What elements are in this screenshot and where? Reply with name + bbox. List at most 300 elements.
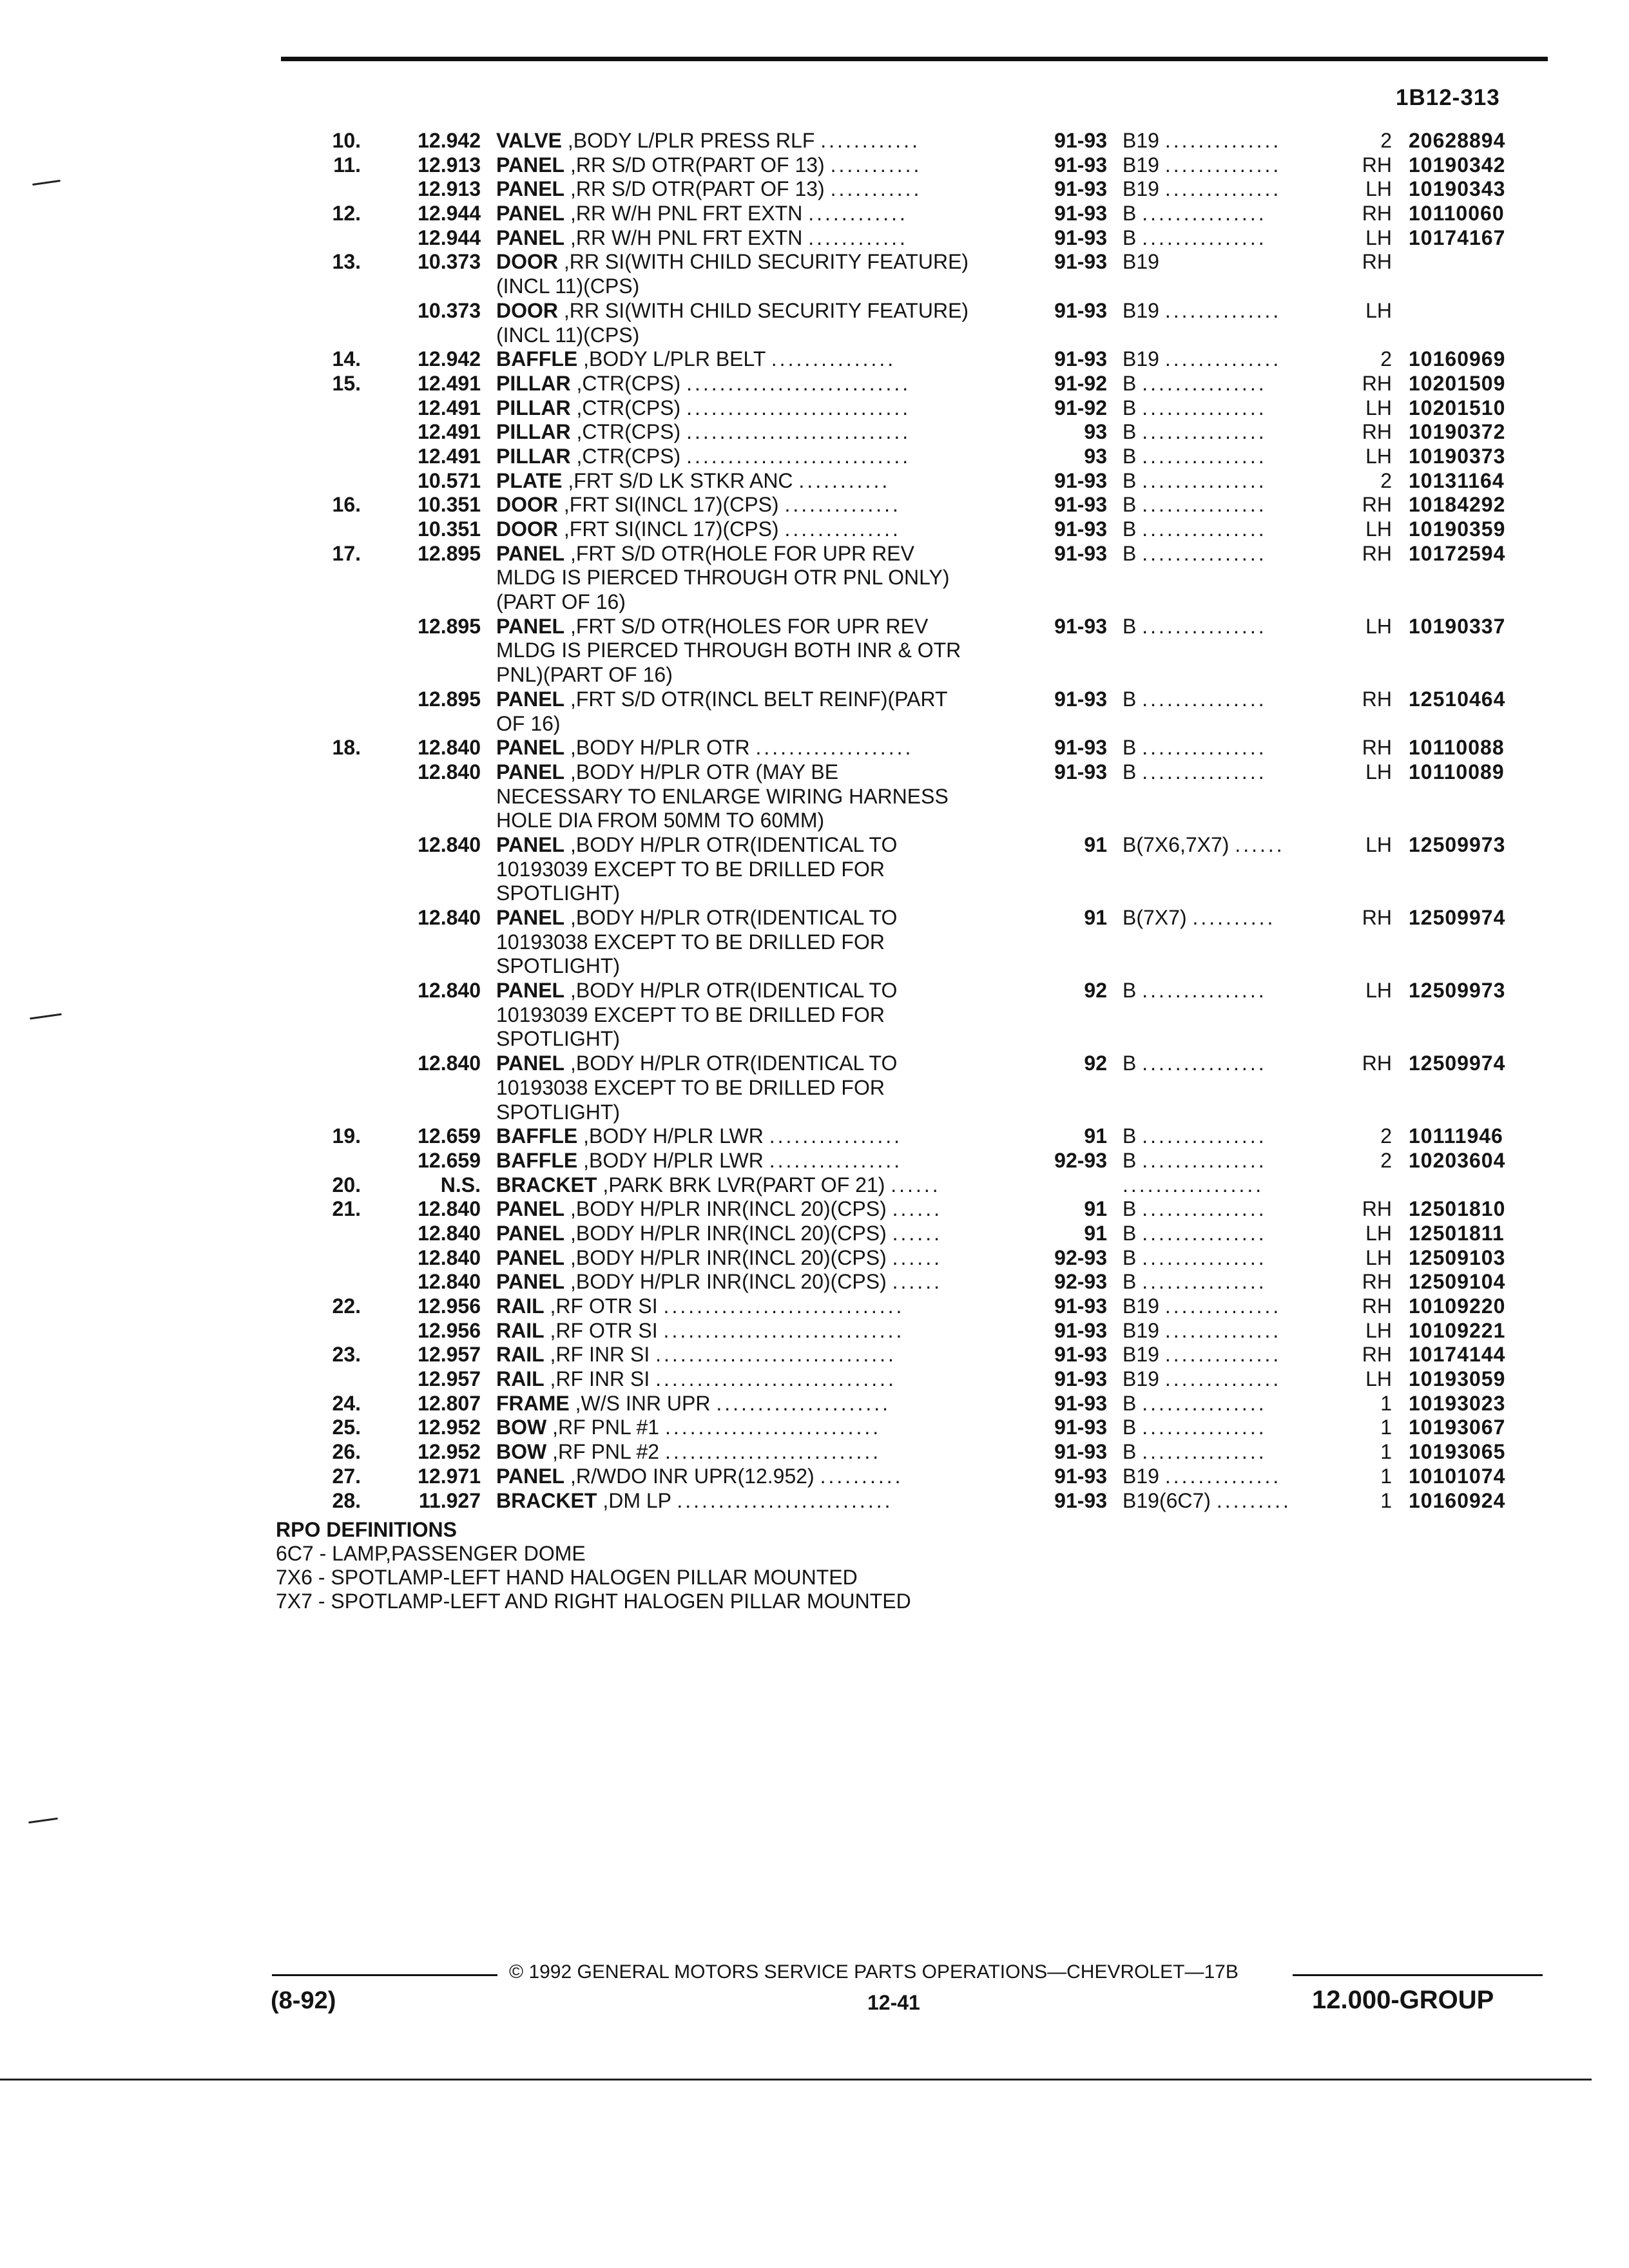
model-years: 91-93 bbox=[1054, 1367, 1107, 1391]
quantity: 2 bbox=[1380, 1124, 1392, 1148]
part-detail: ,FRT SI(INCL 17)(CPS) bbox=[558, 517, 779, 541]
parts-list bbox=[0, 129, 1629, 1513]
table-row bbox=[0, 1465, 1629, 1489]
leader-dots: ......... bbox=[1216, 1488, 1291, 1512]
description bbox=[496, 226, 1025, 251]
header-rule bbox=[281, 57, 1548, 61]
item-number: 12. bbox=[332, 202, 361, 226]
item-number: 17. bbox=[332, 541, 361, 565]
part-number: 12509973 bbox=[1409, 832, 1506, 856]
description bbox=[496, 687, 1025, 712]
item-number: 11. bbox=[333, 153, 361, 177]
quantity: LH bbox=[1365, 1367, 1392, 1391]
part-name: DOOR bbox=[496, 298, 558, 322]
model-years: 91-93 bbox=[1054, 250, 1107, 274]
quantity: 1 bbox=[1380, 1391, 1392, 1415]
leader-dots: .............. bbox=[1164, 1343, 1282, 1367]
table-row bbox=[0, 639, 1629, 663]
table-row bbox=[0, 809, 1629, 833]
rpo-code bbox=[1123, 1343, 1335, 1367]
table-row bbox=[0, 420, 1629, 445]
group-number-cell: 12.840 bbox=[418, 1221, 481, 1245]
rpo-code bbox=[1123, 760, 1335, 785]
quantity: LH bbox=[1365, 517, 1392, 541]
part-name: PANEL bbox=[496, 979, 565, 1003]
leader-dots: ............ bbox=[820, 129, 920, 152]
quantity: RH bbox=[1362, 371, 1392, 395]
description bbox=[496, 663, 1025, 687]
quantity: RH bbox=[1362, 202, 1392, 226]
model-years: 91-93 bbox=[1054, 226, 1107, 249]
quantity: LH bbox=[1365, 760, 1392, 783]
part-detail: OF 16) bbox=[496, 711, 561, 735]
rpo-code bbox=[1123, 1197, 1335, 1222]
description bbox=[496, 1173, 1025, 1198]
part-number: 12509973 bbox=[1409, 979, 1506, 1003]
leader-dots: ........... bbox=[830, 153, 922, 177]
group-number-cell: 10.373 bbox=[418, 298, 481, 322]
rpo-value: B bbox=[1123, 687, 1137, 711]
part-number: 10160969 bbox=[1409, 347, 1506, 371]
part-name: PILLAR bbox=[496, 444, 571, 468]
leader-dots: ............... bbox=[771, 347, 896, 371]
part-detail: ,DM LP bbox=[597, 1488, 671, 1512]
item-number: 26. bbox=[332, 1440, 361, 1464]
part-number: 10193067 bbox=[1409, 1416, 1506, 1439]
copyright: © 1992 GENERAL MOTORS SERVICE PARTS OPERATIONS—CHEVROLET—17B bbox=[509, 1961, 1239, 1983]
leader-dots: ................ bbox=[769, 1124, 902, 1148]
part-name: BRACKET bbox=[496, 1173, 597, 1196]
group-number-cell: 12.895 bbox=[418, 687, 481, 711]
description bbox=[496, 1197, 1025, 1222]
model-years: 91-93 bbox=[1054, 760, 1107, 783]
group-number-cell: 12.840 bbox=[418, 736, 481, 760]
margin-mark bbox=[28, 1818, 58, 1823]
part-name: RAIL bbox=[496, 1318, 545, 1342]
part-number: 12510464 bbox=[1409, 687, 1506, 711]
quantity: 1 bbox=[1380, 1488, 1392, 1512]
model-years: 91-93 bbox=[1054, 468, 1107, 492]
rpo-value: B19 bbox=[1123, 129, 1159, 152]
part-detail: ,R/WDO INR UPR(12.952) bbox=[564, 1464, 815, 1488]
description bbox=[496, 129, 1025, 153]
rpo-code bbox=[1123, 1052, 1335, 1076]
group-number-cell: N.S. bbox=[440, 1173, 481, 1196]
part-number: 12509974 bbox=[1409, 906, 1506, 929]
rpo-value: B bbox=[1123, 979, 1137, 1003]
quantity: RH bbox=[1362, 250, 1392, 274]
rpo-value: B bbox=[1123, 444, 1137, 468]
quantity: LH bbox=[1365, 444, 1392, 468]
part-name: PANEL bbox=[496, 760, 565, 783]
part-name: DOOR bbox=[496, 250, 558, 274]
leader-dots: ............... bbox=[1142, 1148, 1267, 1172]
model-years: 92 bbox=[1084, 979, 1107, 1003]
description bbox=[496, 833, 1025, 858]
part-name: RAIL bbox=[496, 1343, 545, 1367]
description bbox=[496, 1270, 1025, 1294]
leader-dots: ............ bbox=[808, 202, 908, 226]
rpo-code bbox=[1123, 250, 1335, 274]
part-detail: ,BODY H/PLR LWR bbox=[577, 1148, 764, 1172]
table-row bbox=[0, 590, 1629, 615]
leader-dots: ............... bbox=[1142, 541, 1267, 565]
leader-dots: .............. bbox=[784, 517, 901, 541]
table-row bbox=[0, 1270, 1629, 1294]
part-number: 20628894 bbox=[1409, 129, 1506, 152]
table-row bbox=[0, 1246, 1629, 1271]
table-row bbox=[0, 226, 1629, 251]
description bbox=[496, 1100, 1025, 1125]
leader-dots: ..................... bbox=[716, 1391, 891, 1415]
part-number: 10184292 bbox=[1409, 493, 1506, 517]
rpo-value: B bbox=[1123, 541, 1137, 565]
part-detail: ,FRT S/D OTR(HOLE FOR UPR REV bbox=[564, 541, 914, 565]
leader-dots: ............... bbox=[1142, 1270, 1267, 1294]
rpo-code bbox=[1123, 153, 1335, 178]
rpo-value: B bbox=[1123, 493, 1137, 517]
quantity: 1 bbox=[1380, 1416, 1392, 1439]
description bbox=[496, 1489, 1025, 1514]
description bbox=[496, 493, 1025, 517]
description bbox=[496, 1367, 1025, 1392]
part-detail: (INCL 11)(CPS) bbox=[496, 323, 640, 347]
model-years: 91-93 bbox=[1054, 736, 1107, 760]
rpo-code bbox=[1123, 1367, 1335, 1392]
table-row bbox=[0, 1489, 1629, 1514]
table-row bbox=[0, 299, 1629, 323]
part-detail: ,BODY H/PLR OTR(IDENTICAL TO bbox=[564, 1052, 898, 1075]
leader-dots: ............... bbox=[1142, 420, 1267, 444]
part-name: PANEL bbox=[496, 906, 565, 929]
table-row bbox=[0, 906, 1629, 930]
part-detail: ,RR SI(WITH CHILD SECURITY FEATURE) bbox=[558, 298, 969, 322]
part-name: PANEL bbox=[496, 1197, 565, 1221]
rpo-line: 7X6 - SPOTLAMP-LEFT HAND HALOGEN PILLAR MOUNTED bbox=[276, 1566, 858, 1589]
leader-dots: ............... bbox=[1142, 517, 1267, 541]
rpo-code bbox=[1123, 202, 1335, 226]
quantity: RH bbox=[1362, 1270, 1392, 1294]
part-detail: ,CTR(CPS) bbox=[570, 396, 681, 419]
rpo-code bbox=[1123, 469, 1335, 494]
description bbox=[496, 736, 1025, 760]
table-row bbox=[0, 1319, 1629, 1343]
group-number-cell: 12.895 bbox=[418, 541, 481, 565]
rpo-value: B bbox=[1123, 1416, 1137, 1439]
table-row bbox=[0, 687, 1629, 712]
part-detail: SPOTLIGHT) bbox=[496, 954, 621, 978]
table-row bbox=[0, 930, 1629, 955]
rpo-value: B19(6C7) bbox=[1123, 1488, 1211, 1512]
part-number: 10174167 bbox=[1409, 226, 1506, 249]
rpo-value: B19 bbox=[1123, 177, 1159, 201]
quantity: LH bbox=[1365, 1221, 1392, 1245]
rpo-value: B19 bbox=[1123, 1294, 1159, 1318]
part-detail: ,BODY L/PLR PRESS RLF bbox=[561, 129, 815, 152]
page-bottom-rule bbox=[0, 2079, 1592, 2081]
leader-dots: ........................... bbox=[686, 396, 911, 419]
table-row bbox=[0, 1392, 1629, 1416]
description bbox=[496, 420, 1025, 445]
table-row bbox=[0, 979, 1629, 1003]
model-years: 91-93 bbox=[1054, 129, 1107, 152]
description bbox=[496, 1319, 1025, 1343]
quantity: RH bbox=[1362, 1052, 1392, 1075]
group-number-cell: 12.956 bbox=[418, 1318, 481, 1342]
rpo-value: B bbox=[1123, 1197, 1137, 1221]
description bbox=[496, 1003, 1025, 1028]
leader-dots: ............... bbox=[1142, 202, 1267, 226]
part-name: PANEL bbox=[496, 226, 565, 249]
rpo-value: B(7X6,7X7) bbox=[1123, 832, 1229, 856]
part-number: 10190337 bbox=[1409, 614, 1506, 638]
part-name: PANEL bbox=[496, 1221, 565, 1245]
part-detail: MLDG IS PIERCED THROUGH OTR PNL ONLY) bbox=[496, 566, 950, 590]
part-number: 10190359 bbox=[1409, 517, 1506, 541]
rpo-code bbox=[1123, 517, 1335, 542]
description bbox=[496, 979, 1025, 1003]
rpo-value: B bbox=[1123, 1440, 1137, 1464]
rpo-line: 6C7 - LAMP,PASSENGER DOME bbox=[276, 1542, 586, 1565]
item-number: 23. bbox=[332, 1343, 361, 1367]
part-detail: SPOTLIGHT) bbox=[496, 881, 621, 905]
item-number: 25. bbox=[332, 1416, 361, 1439]
leader-dots: ............... bbox=[1142, 1391, 1267, 1415]
leader-dots: ........... bbox=[830, 177, 922, 201]
part-number: 10201510 bbox=[1409, 396, 1506, 419]
table-row bbox=[0, 1124, 1629, 1149]
table-row bbox=[0, 1027, 1629, 1052]
part-name: PLATE bbox=[496, 468, 563, 492]
rpo-code bbox=[1123, 1319, 1335, 1343]
leader-dots: ................ bbox=[769, 1148, 902, 1172]
leader-dots: ........................... bbox=[686, 420, 911, 444]
part-name: PANEL bbox=[496, 687, 565, 711]
footer-rule-right bbox=[1293, 1974, 1543, 1976]
description bbox=[496, 372, 1025, 396]
rpo-value: B bbox=[1123, 736, 1137, 760]
table-row bbox=[0, 736, 1629, 760]
rpo-code bbox=[1123, 1294, 1335, 1319]
leader-dots: .............. bbox=[1164, 177, 1282, 201]
rpo-value: B bbox=[1123, 614, 1137, 638]
rpo-code bbox=[1123, 177, 1335, 202]
leader-dots: ............... bbox=[1142, 979, 1267, 1003]
rpo-value: B bbox=[1123, 396, 1137, 419]
part-name: BAFFLE bbox=[496, 1124, 578, 1148]
part-detail: ,FRT SI(INCL 17)(CPS) bbox=[558, 493, 779, 517]
item-number: 15. bbox=[332, 371, 361, 395]
part-number: 10193059 bbox=[1409, 1367, 1506, 1391]
model-years: 93 bbox=[1084, 444, 1107, 468]
leader-dots: .......................... bbox=[664, 1440, 882, 1464]
part-name: PANEL bbox=[496, 541, 565, 565]
rpo-code bbox=[1123, 979, 1335, 1003]
leader-dots: ............... bbox=[1142, 1124, 1267, 1148]
leader-dots: .............. bbox=[1164, 1294, 1282, 1318]
rpo-value: B(7X7) bbox=[1123, 906, 1187, 929]
description bbox=[496, 615, 1025, 639]
part-detail: ,FRT S/D OTR(INCL BELT REINF)(PART bbox=[564, 687, 948, 711]
quantity: RH bbox=[1362, 493, 1392, 517]
table-row bbox=[0, 1416, 1629, 1440]
table-row bbox=[0, 1440, 1629, 1465]
quantity: RH bbox=[1362, 153, 1392, 177]
description bbox=[496, 1027, 1025, 1052]
leader-dots: ............... bbox=[1142, 1416, 1267, 1439]
rpo-value: B bbox=[1123, 468, 1137, 492]
table-row bbox=[0, 1003, 1629, 1028]
leader-dots: ............... bbox=[1142, 1052, 1267, 1075]
leader-dots: .............. bbox=[1164, 1318, 1282, 1342]
rpo-value: B bbox=[1123, 1391, 1137, 1415]
model-years: 91-93 bbox=[1054, 687, 1107, 711]
description bbox=[496, 566, 1025, 590]
part-name: PILLAR bbox=[496, 396, 571, 419]
table-row bbox=[0, 202, 1629, 226]
model-years: 92 bbox=[1084, 1052, 1107, 1075]
part-number: 12509974 bbox=[1409, 1052, 1506, 1075]
description bbox=[496, 881, 1025, 906]
model-years: 91-93 bbox=[1054, 202, 1107, 226]
leader-dots: .............. bbox=[784, 493, 901, 517]
rpo-value: B19 bbox=[1123, 1367, 1159, 1391]
group-number-cell: 12.944 bbox=[418, 202, 481, 226]
rpo-value: B bbox=[1123, 1148, 1137, 1172]
quantity: RH bbox=[1362, 906, 1392, 929]
part-number: 10190373 bbox=[1409, 444, 1506, 468]
part-detail: 10193039 EXCEPT TO BE DRILLED FOR bbox=[496, 1003, 885, 1026]
part-detail: ,BODY H/PLR OTR(IDENTICAL TO bbox=[564, 832, 898, 856]
description bbox=[496, 760, 1025, 785]
rpo-value: B19 bbox=[1123, 250, 1159, 274]
description bbox=[496, 906, 1025, 930]
part-number: 10101074 bbox=[1409, 1464, 1506, 1488]
part-detail: ,FRT S/D OTR(HOLES FOR UPR REV bbox=[564, 614, 929, 638]
rpo-value: B bbox=[1123, 1270, 1137, 1294]
item-number: 24. bbox=[332, 1391, 361, 1415]
table-row bbox=[0, 1343, 1629, 1367]
description bbox=[496, 1343, 1025, 1367]
rpo-value: B bbox=[1123, 1221, 1137, 1245]
part-detail: 10193038 EXCEPT TO BE DRILLED FOR bbox=[496, 930, 885, 954]
page-number: 12-41 bbox=[867, 1991, 920, 2014]
part-name: BRACKET bbox=[496, 1488, 597, 1512]
part-detail: NECESSARY TO ENLARGE WIRING HARNESS bbox=[496, 784, 949, 808]
rpo-code bbox=[1123, 226, 1335, 251]
leader-dots: ............... bbox=[1142, 614, 1267, 638]
description bbox=[496, 177, 1025, 202]
description bbox=[496, 542, 1025, 566]
group-number-cell: 12.944 bbox=[418, 226, 481, 249]
leader-dots: ...... bbox=[892, 1245, 942, 1269]
rpo-code bbox=[1123, 736, 1335, 760]
quantity: LH bbox=[1365, 226, 1392, 249]
table-row bbox=[0, 858, 1629, 882]
part-detail: ,BODY H/PLR INR(INCL 20)(CPS) bbox=[564, 1197, 887, 1221]
description bbox=[496, 299, 1025, 323]
model-years: 91-92 bbox=[1054, 396, 1107, 419]
rpo-code bbox=[1123, 420, 1335, 445]
rpo-code bbox=[1123, 1149, 1335, 1173]
leader-dots: ...... bbox=[1235, 832, 1285, 856]
group-number-cell: 12.491 bbox=[418, 396, 481, 419]
leader-dots: ............... bbox=[1142, 760, 1267, 783]
group-number-cell: 12.491 bbox=[418, 420, 481, 444]
leader-dots: ............... bbox=[1142, 396, 1267, 419]
model-years: 91-93 bbox=[1054, 614, 1107, 638]
leader-dots: .......................... bbox=[664, 1416, 882, 1439]
rpo-code bbox=[1123, 1416, 1335, 1440]
description bbox=[496, 445, 1025, 469]
part-detail: ,BODY H/PLR INR(INCL 20)(CPS) bbox=[564, 1245, 887, 1269]
table-row bbox=[0, 1100, 1629, 1125]
quantity: RH bbox=[1362, 1197, 1392, 1221]
part-number: 10201509 bbox=[1409, 371, 1506, 395]
leader-dots: ...... bbox=[892, 1197, 942, 1221]
model-years: 93 bbox=[1084, 420, 1107, 444]
part-number: 10203604 bbox=[1409, 1148, 1506, 1172]
table-row bbox=[0, 615, 1629, 639]
quantity: RH bbox=[1362, 736, 1392, 760]
part-name: RAIL bbox=[496, 1294, 545, 1318]
rpo-code bbox=[1123, 1124, 1335, 1149]
description bbox=[496, 1149, 1025, 1173]
table-row bbox=[0, 712, 1629, 736]
table-row bbox=[0, 153, 1629, 178]
part-detail: ,BODY H/PLR INR(INCL 20)(CPS) bbox=[564, 1221, 887, 1245]
quantity: RH bbox=[1362, 1294, 1392, 1318]
model-years: 91 bbox=[1084, 906, 1107, 929]
part-detail: PNL)(PART OF 16) bbox=[496, 663, 673, 687]
part-name: PANEL bbox=[496, 736, 565, 760]
description bbox=[496, 469, 1025, 494]
part-number: 10174144 bbox=[1409, 1343, 1506, 1367]
model-years: 91-93 bbox=[1054, 1440, 1107, 1464]
part-detail: 10193038 EXCEPT TO BE DRILLED FOR bbox=[496, 1075, 885, 1099]
rpo-code bbox=[1123, 615, 1335, 639]
part-detail: ,RR S/D OTR(PART OF 13) bbox=[564, 153, 825, 177]
description bbox=[496, 954, 1025, 979]
group-number-cell: 12.840 bbox=[418, 1197, 481, 1221]
group-number-cell: 12.807 bbox=[418, 1391, 481, 1415]
description bbox=[496, 712, 1025, 736]
item-number: 16. bbox=[332, 493, 361, 517]
rpo-value: B bbox=[1123, 760, 1137, 783]
description bbox=[496, 1124, 1025, 1149]
rpo-code bbox=[1123, 833, 1335, 858]
rpo-code bbox=[1123, 396, 1335, 421]
part-number: 10193065 bbox=[1409, 1440, 1506, 1464]
leader-dots: ...... bbox=[892, 1221, 942, 1245]
description bbox=[496, 930, 1025, 955]
item-number: 27. bbox=[332, 1464, 361, 1488]
leader-dots: ...... bbox=[891, 1173, 941, 1196]
part-number: 10190343 bbox=[1409, 177, 1506, 201]
leader-dots: ............... bbox=[1142, 687, 1267, 711]
table-row bbox=[0, 372, 1629, 396]
quantity: 2 bbox=[1380, 129, 1392, 152]
rpo-value: B19 bbox=[1123, 153, 1159, 177]
part-number: 10110089 bbox=[1409, 760, 1505, 783]
leader-dots: .......... bbox=[820, 1464, 903, 1488]
description bbox=[496, 1222, 1025, 1246]
part-name: PANEL bbox=[496, 1270, 565, 1294]
description bbox=[496, 1392, 1025, 1416]
table-row bbox=[0, 760, 1629, 785]
quantity: RH bbox=[1362, 1343, 1392, 1367]
group-number-cell: 12.913 bbox=[418, 153, 481, 177]
